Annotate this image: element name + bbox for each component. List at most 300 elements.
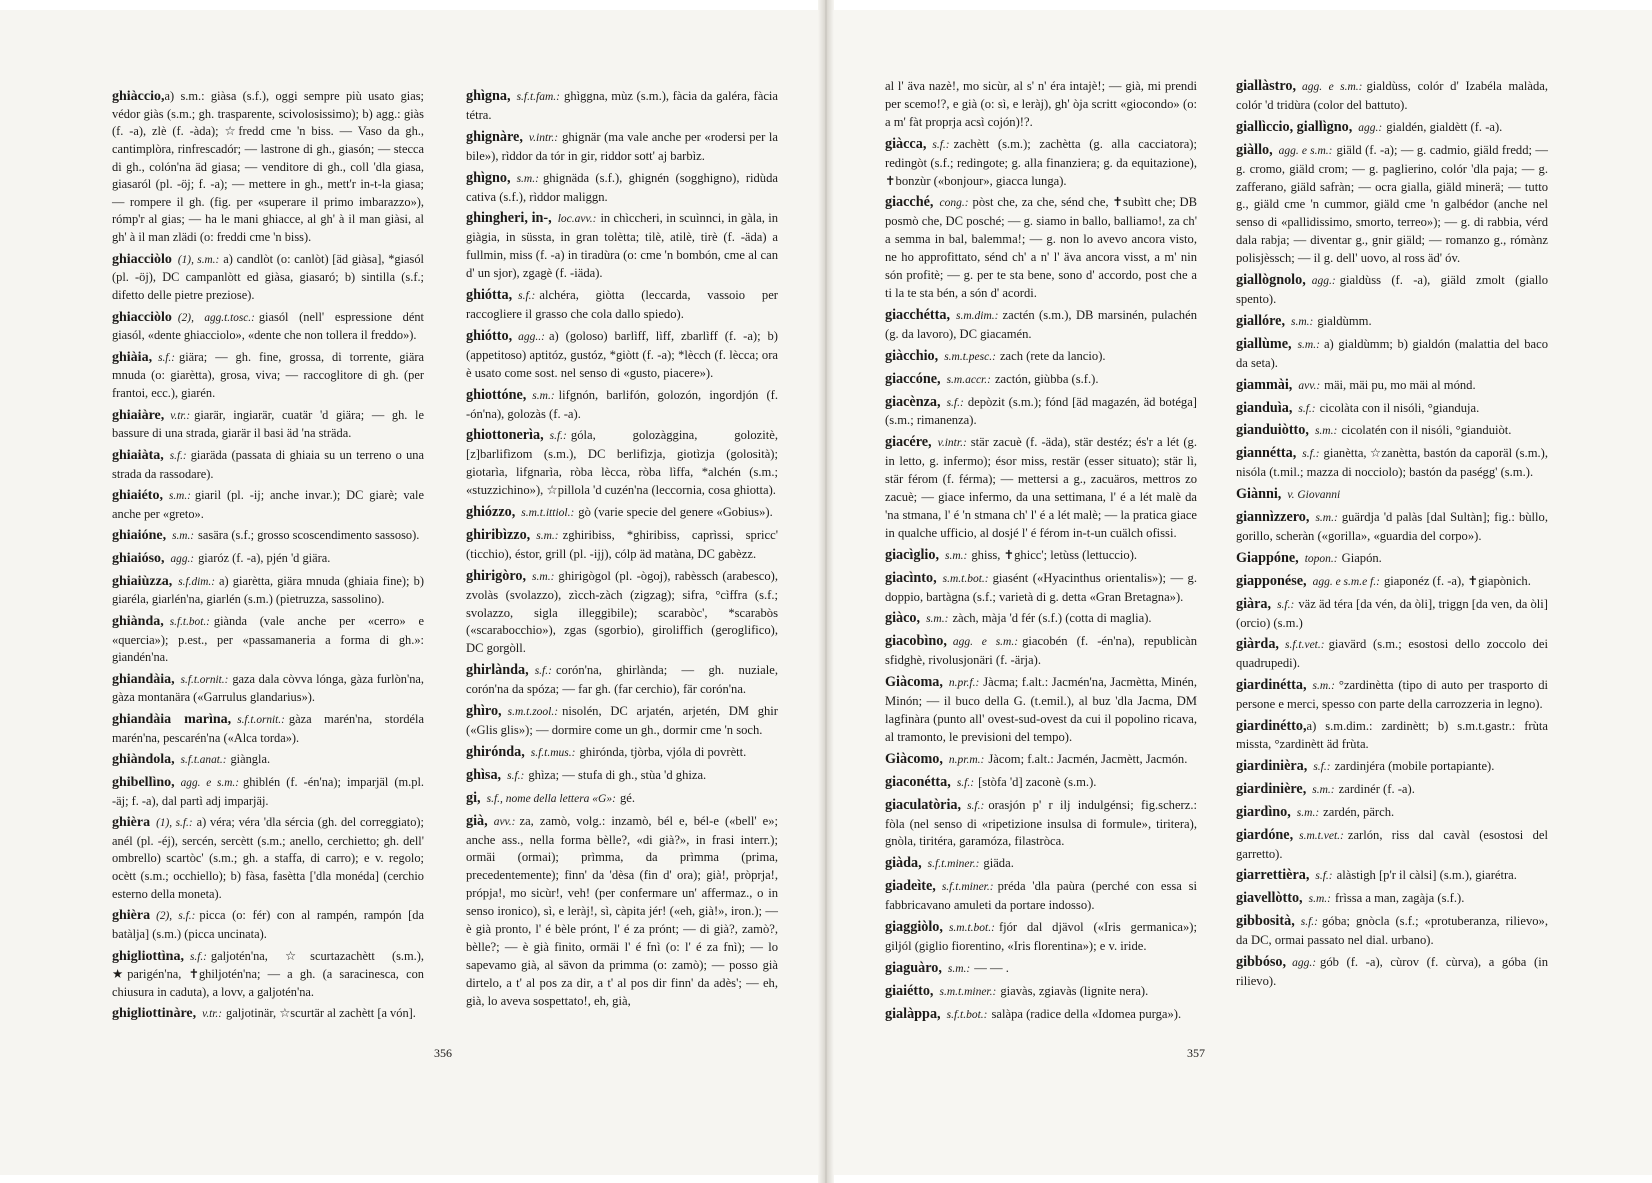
entry-definition: depòzit (s.m.); fónd [äd magazén, äd botéga] (s.m.; rimanenza). — [885, 394, 1197, 428]
entry-headword: gibbosità, — [1236, 913, 1295, 930]
dictionary-entry — [466, 744, 778, 763]
dictionary-entry — [1236, 913, 1548, 950]
entry-grammar: s.m.: — [1314, 425, 1338, 438]
entry-headword: giallàstro, — [1236, 78, 1297, 94]
dictionary-entry — [885, 855, 1197, 874]
entry-headword: ghiacciòlo — [112, 309, 172, 325]
entry-grammar: (2), agg.t.tosc.: — [177, 311, 255, 324]
entry-grammar: s.m.t.bot.: — [942, 572, 989, 585]
entry-definition: gialdùss (f. -a), giäld zmolt (giallo spento). — [1236, 273, 1548, 306]
entry-definition: ghiblén (f. -én'na); imparjäl (m.pl. -äj; f. -a), dal partì adj imparjäj. — [112, 774, 425, 808]
entry-headword: giardóne, — [1236, 826, 1294, 843]
dictionary-entry — [1236, 272, 1548, 309]
dictionary-entry — [112, 573, 424, 609]
entry-definition: in chìccheri, in scuìnnci, in gàla, in giàgia, in süssta, in gran tolètta; tilè, atilè, tirè (f. -äda) a fullmin, miss (f. -a) in tiradùra (o: cme 'n bombón, cme al can d' un sjor), zgagè (f. -iäda). — [466, 211, 778, 281]
entry-definition: a) s.m.dim.: zardinètt; b) s.m.t.gastr.: frùta missta, °zardinètt äd frùta. — [1236, 719, 1548, 751]
entry-grammar: s.m.t.vet.: — [1299, 829, 1344, 842]
entry-grammar: agg. e s.m.: — [180, 776, 239, 789]
entry-headword: giacchétta, — [885, 306, 951, 323]
dictionary-entry — [1236, 509, 1548, 546]
entry-grammar: cong.: — [939, 197, 969, 210]
dictionary-entry — [1236, 718, 1548, 754]
dictionary-entry — [112, 907, 424, 943]
entry-definition: a) s.m.: giàsa (s.f.), oggi sempre più usato gias; védor giàs (s.m.; gh. trasparente, scivolosissimo); b) agg.: giàs (f. -a), zlè (f. -àda); ☆fredd cme 'n biss. — Vaso da gh., cantimplòra, rinfrescadór; — lastrone di gh., giasón; — stecca di gh., colón'na äd giasa; — venditore di gh., coll 'dla giasa, giasaról (pl. -öj; f. -a); — mettere in gh., mett'r in-t-la giasa; — rompere il gh. (fig. per «superare il primo imbarazzo»), rómp'r al gias; — ha le mani ghiacce, al gh' à il man giàsi, al gh' à il man zlädi (o: freddi cme 'n biss). — [112, 89, 424, 244]
dictionary-entry — [1236, 78, 1548, 115]
entry-headword: già, — [466, 812, 488, 829]
left-column-2 — [466, 88, 778, 1015]
entry-headword: ghiaióso, — [112, 551, 165, 566]
entry-headword: ghiózzo, — [466, 504, 516, 521]
entry-grammar: agg.: — [170, 553, 195, 565]
entry-headword: ghiàccio, — [112, 89, 165, 104]
entry-grammar: s.m.: — [172, 530, 195, 543]
entry-headword: ghiaiéto, — [112, 488, 163, 504]
entry-definition: corón'na, ghirlànda; — gh. nuziale, corón'na da spóza; — far gh. (far cerchio), fär corón'na. — [466, 663, 778, 697]
entry-definition: a) (goloso) barlìff, lìff, zbarlìff (f. -a); b) (appetitoso) aptitóz, gustóz, *giòtt (f. -a); *lècch (f. lècca; ora è usato come sost. nel senso di «gusto, piacere»). — [466, 328, 778, 380]
entry-grammar: s.f.: — [549, 430, 567, 443]
entry-headword: ghiribìzzo, — [466, 526, 531, 543]
entry-grammar: (2), s.f.: — [156, 910, 196, 923]
entry-definition: giaponéz (f. -a), ✝giapònich. — [1383, 573, 1531, 588]
entry-headword: giacìglio, — [885, 546, 939, 563]
dictionary-entry — [112, 309, 424, 345]
dictionary-entry — [1236, 142, 1548, 268]
entry-definition: nisolén, DC arjatén, arjetén, DM ghir («Glis glis»); — dormire come un gh., dormir cme 'n soch. — [466, 704, 778, 737]
entry-grammar: s.m.: — [168, 490, 191, 503]
dictionary-entry — [112, 527, 424, 546]
entry-headword: giàrda, — [1236, 636, 1279, 653]
dictionary-entry — [112, 613, 424, 667]
entry-headword: giàllo, — [1236, 141, 1273, 158]
entry-headword: giacobìno, — [885, 633, 947, 650]
entry-definition: gò (varie specie del genere «Gobius»). — [578, 505, 773, 520]
dictionary-entry — [885, 194, 1197, 302]
dictionary-entry — [466, 170, 778, 207]
book-gutter — [818, 0, 834, 1183]
entry-definition: zardén, pärch. — [1323, 804, 1395, 819]
entry-headword: gialàppa, — [885, 1005, 941, 1022]
entry-definition: picca (o: fér) con al rampén, rampón [da batàlja] (s.m.) (picca uncinata). — [112, 908, 424, 941]
dictionary-entry — [1236, 336, 1548, 373]
entry-definition: ghignäda (s.f.), ghignén (sogghigno), ridùda cativa (s.f.), rìddor maliggn. — [466, 170, 778, 204]
entry-grammar: s.f.t.vet.: — [1284, 639, 1325, 652]
dictionary-entry — [112, 1005, 424, 1024]
entry-headword: Giànni, — [1236, 486, 1282, 503]
entry-definition: a) gialdùmm; b) gialdón (malattia del baco da seta). — [1236, 336, 1548, 370]
entry-definition: frìssa a man, zagàja (s.f.). — [1334, 891, 1465, 906]
entry-definition: galjotén'na, ☆scurtazachètt (s.m.), ★parigén'na, ✝ghiljotén'na; — a gh. (a saracinesca, con chiusura in caduta), a lovv, a galjotén'na. — [112, 948, 424, 999]
entry-grammar: s.m.t.bot.: — [948, 922, 995, 935]
dictionary-entry — [1236, 890, 1548, 909]
dictionary-entry — [885, 633, 1197, 670]
entry-headword: ghiaiàta, — [112, 447, 164, 463]
entry-headword: giàra, — [1236, 595, 1272, 612]
entry-definition: giacobén (f. -én'na), republicàn sfidghè, rivolusjonäri (f. -ärja). — [885, 634, 1197, 668]
left-column-1 — [112, 88, 424, 1028]
entry-headword: Giàcoma, — [885, 674, 943, 691]
entry-grammar: s.f.t.miner.: — [941, 881, 994, 894]
dictionary-entry — [885, 610, 1197, 629]
dictionary-entry — [466, 790, 778, 809]
entry-headword: giapponése, — [1236, 572, 1307, 589]
entry-grammar: s.m.t.pesc.: — [944, 350, 996, 363]
entry-definition: gianètta, ☆zanètta, bastón da caporäl (s.m.), nisóla (t.mil.; mazza di nocciolo); bastón da paségg' (s.m.). — [1236, 446, 1548, 480]
entry-headword: giaconétta, — [885, 773, 951, 790]
dictionary-entry — [885, 960, 1197, 979]
entry-grammar: n.pr.f.: — [948, 677, 980, 690]
dictionary-entry — [1236, 119, 1548, 138]
entry-definition: fjór dal djävol («Iris germanica»); giljól (giglio fiorentino, «Iris florentina»); e v. iride. — [885, 920, 1197, 953]
entry-definition: zactén (s.m.), DB marsinén, pulachén (g. da lavoro), DC giacamén. — [885, 307, 1197, 341]
dictionary-entry — [466, 427, 778, 500]
dictionary-entry — [885, 570, 1197, 607]
entry-headword: giacìnto, — [885, 569, 937, 586]
entry-definition: giasól (nell' espressione dént giasól, «dente ghiacciolo», «dente che non tollera il freddo»). — [112, 309, 425, 343]
dictionary-entry — [112, 774, 424, 810]
dictionary-entry — [885, 434, 1197, 542]
entry-definition: gé. — [619, 790, 635, 805]
entry-headword: giàcca, — [885, 135, 927, 152]
entry-headword: gibbóso, — [1236, 954, 1287, 971]
entry-definition: ghirigògol (pl. -ògoj), rabèssch (arabesco), zvolàs (svolazzo), zìcch-zàch (zigzag); sifra, °cìffra (s.f.; svolazzo, sigla illeggibile); scarabòc', *scarabòs («scarabocchio»), zgas (sgorbio), giroliffich (geroglifico), DC gorgòll. — [466, 568, 778, 656]
dictionary-entry — [885, 878, 1197, 915]
entry-definition: giäld (f. -a); — g. cadmio, giäld fredd; — g. cromo, giäld crom; — g. paglierino, colór 'dla paja; — g. zafferano, giäld safràn; — ocra gialla, giäld minerä; — tutto g., giäld cme 'n cummor, giäld cme 'n galbédor (anche nel senso di «pallidissimo, smorto, terreo»); — g. di rabbia, vérd dala rabja; — diventar g., gnir giäld; — romanzo g., rómànz polisjèssch; — il g. dell' uovo, al ross äd' óv. — [1236, 142, 1548, 266]
dictionary-entry — [112, 814, 424, 903]
entry-definition: cicolàta con il nisóli, °gianduja. — [1319, 400, 1480, 415]
dictionary-entry — [1236, 636, 1548, 673]
dictionary-entry — [1236, 313, 1548, 332]
entry-definition: zactón, giùbba (s.f.). — [994, 371, 1099, 386]
entry-grammar: s.f.t.fam.: — [516, 91, 561, 103]
entry-grammar: agg.: — [1358, 121, 1383, 134]
entry-grammar: (1), s.f.: — [156, 817, 193, 830]
entry-definition: góba; gnòcla (s.f.; «protuberanza, rilievo», da DC, ormai passato nel dial. urbano). — [1236, 914, 1548, 948]
entry-definition: gób (f. -a), cùrov (f. cùrva), a góba (in rilievo). — [1236, 955, 1548, 988]
entry-headword: ghìsa, — [466, 766, 502, 783]
entry-grammar: s.f.t.bot.: — [169, 615, 210, 628]
entry-definition: zach (rete da lancio). — [999, 348, 1106, 363]
entry-headword: giardinétta, — [1236, 677, 1307, 694]
entry-headword: ghièra — [112, 908, 151, 924]
dictionary-entry — [885, 394, 1197, 431]
entry-definition: giavàs, zgiavàs (lignite nera). — [1000, 983, 1149, 998]
entry-headword: gi, — [466, 789, 481, 806]
entry-grammar: s.f.: — [534, 665, 552, 678]
dictionary-entry — [466, 527, 778, 564]
entry-headword: giannìzzero, — [1236, 509, 1310, 526]
entry-definition: mäi, mäi pu, mo mäi al mónd. — [1324, 377, 1476, 392]
entry-headword: ghiótta, — [466, 287, 513, 304]
entry-grammar: v.intr.: — [528, 131, 559, 144]
dictionary-entry — [1236, 422, 1548, 441]
dictionary-entry — [466, 387, 778, 424]
entry-grammar: s.m.: — [532, 389, 555, 402]
entry-definition: ghìggna, mùz (s.m.), fàcia da galéra, fàcia tétra. — [466, 89, 778, 122]
entry-grammar: s.m.: — [1315, 512, 1338, 525]
entry-grammar: s.f.t.bot.: — [946, 1008, 988, 1021]
entry-grammar: s.m.: — [947, 962, 971, 975]
dictionary-entry — [1236, 596, 1548, 633]
entry-headword: gianduiòtto, — [1236, 422, 1309, 439]
entry-definition: préda 'dla paùra (perché con essa si fabbricavano amuleti da portare indosso). — [885, 879, 1197, 913]
dictionary-entry — [1236, 573, 1548, 592]
dictionary-entry — [466, 703, 778, 740]
entry-grammar: s.m.t.zool.: — [507, 706, 559, 719]
entry-grammar: agg. e s.m.: — [1302, 81, 1363, 93]
dictionary-entry — [112, 948, 424, 1002]
entry-grammar: v.tr.: — [202, 1008, 223, 1021]
entry-grammar: s.f.: — [1277, 598, 1295, 611]
entry-grammar: s.m.t.miner.: — [939, 985, 997, 998]
entry-headword: giàcchio, — [885, 347, 939, 364]
entry-grammar: s.f.t.mus.: — [530, 746, 576, 759]
entry-definition: giasént («Hyacinthus orientalis»); — g. doppio, bartàgna (s.f.; varietà di g. detta «Gran Bretagna»). — [885, 570, 1197, 604]
dictionary-entry — [466, 568, 778, 659]
entry-definition: sasära (s.f.; grosso scoscendimento sassoso). — [198, 528, 420, 543]
entry-definition: Giapón. — [1341, 550, 1382, 565]
entry-headword: ghingheri, in-, — [466, 210, 552, 227]
entry-definition: cicolatén con il nisóli, °gianduiòt. — [1341, 423, 1512, 438]
entry-headword: gianduìa, — [1236, 399, 1293, 416]
dictionary-entry — [466, 287, 778, 324]
right-column-2 — [1236, 78, 1548, 995]
entry-grammar: v.tr.: — [170, 409, 191, 422]
entry-headword: ghiacciòlo — [112, 251, 172, 267]
entry-grammar: v. Giovanni — [1287, 489, 1341, 502]
entry-definition: zardinér (f. -a). — [1338, 781, 1415, 796]
right-column-1 — [885, 78, 1197, 1029]
entry-headword: giallògnolo, — [1236, 272, 1306, 289]
dictionary-entry — [112, 447, 424, 483]
dictionary-entry — [466, 88, 778, 125]
dictionary-entry — [885, 674, 1197, 747]
entry-definition: giànda (vale anche per «cerro» e «quercia»); p.est., per «passamaneria a forma di gh.»: giandén'na. — [112, 613, 424, 665]
dictionary-entry — [112, 487, 424, 523]
dictionary-entry — [112, 751, 424, 770]
entry-headword: ghìro, — [466, 703, 502, 720]
entry-definition: salàpa (radice della «Idomea purga»). — [991, 1006, 1182, 1021]
entry-grammar: s.f., nome della lettera «G»: — [486, 792, 616, 805]
entry-grammar: n.pr.m.: — [948, 753, 985, 766]
entry-grammar: s.m.: — [536, 529, 559, 542]
dictionary-entry — [112, 88, 424, 247]
entry-headword: ghiottonerìa, — [466, 427, 544, 444]
dictionary-entry — [112, 711, 424, 747]
entry-grammar: loc.avv.: — [557, 213, 597, 226]
dictionary-entry — [1236, 758, 1548, 777]
entry-definition: a) véra; véra 'dla sércia (gh. del correggiato); anél (pl. -éj), sercén, sercètt (s.m.; anello, cerchietto; gh. dell' ombrello) scartòc' (s.m.; gh. a staffa, di carro); e v. regolo; ocètt (s.m.; occhiello); b) fàsa, fasètta ['dla monéda] (cerchio esterno della moneta). — [112, 815, 424, 901]
entry-headword: ghièra — [112, 815, 151, 831]
dictionary-entry — [466, 662, 778, 699]
dictionary-entry — [1236, 550, 1548, 569]
entry-headword: giadeìte, — [885, 878, 936, 895]
entry-grammar: s.f.: — [169, 449, 187, 462]
left-page — [0, 10, 823, 1175]
entry-grammar: s.m.: — [1308, 893, 1331, 906]
entry-grammar: s.f.: — [1298, 402, 1316, 415]
entry-grammar: s.f.t.anat.: — [180, 754, 227, 767]
dictionary-entry — [885, 797, 1197, 852]
dictionary-entry — [112, 550, 424, 569]
dictionary-entry — [466, 813, 778, 1011]
entry-grammar: agg. e s.m.e f.: — [1312, 575, 1380, 588]
entry-grammar: s.f.: — [1315, 870, 1333, 883]
dictionary-entry — [885, 774, 1197, 793]
entry-headword: giaguàro, — [885, 959, 942, 976]
entry-grammar: s.m.: — [1312, 680, 1335, 693]
entry-grammar: v.intr.: — [937, 437, 967, 450]
entry-grammar: s.m.: — [1296, 806, 1320, 819]
entry-grammar: s.f.: — [967, 799, 985, 812]
entry-definition: ghignär (ma vale anche per «rodersi per la bile»), rìddor da tór in gir, riddor sott' aj barbìz. — [466, 129, 778, 163]
entry-headword: giarrettièra, — [1236, 867, 1310, 884]
entry-grammar: s.f.: — [956, 776, 975, 789]
entry-definition: giavärd (s.m.; esostosi dello zoccolo dei quadrupedi). — [1236, 637, 1548, 671]
entry-headword: ghìgna, — [466, 88, 511, 104]
entry-headword: giaggiòlo, — [885, 919, 943, 936]
dictionary-entry — [1236, 377, 1548, 396]
entry-definition: Jàcom; f.alt.: Jacmén, Jacmètt, Jacmón. — [988, 751, 1188, 766]
entry-grammar: s.m.: — [1297, 338, 1320, 351]
dictionary-entry — [885, 348, 1197, 367]
entry-definition: giaróz (f. -a), pjén 'd giära. — [198, 551, 331, 565]
entry-grammar: agg. e s.m.: — [1278, 144, 1333, 157]
entry-headword: ghirónda, — [466, 743, 525, 760]
entry-grammar: s.m.: — [1291, 315, 1314, 328]
entry-grammar: s.f.: — [1313, 760, 1331, 773]
entry-definition: °zardinètta (tipo di auto per trasporto di persone e merci, spesso con parte della carrozzeria in legno). — [1236, 678, 1548, 712]
entry-grammar: s.f.t.ornit.: — [237, 714, 285, 726]
entry-headword: giàco, — [885, 610, 921, 627]
page-number-right: 357 — [1187, 1046, 1205, 1060]
entry-definition: giàngla. — [230, 752, 271, 767]
entry-grammar: s.f.: — [932, 138, 950, 151]
dictionary-entry — [112, 251, 424, 305]
entry-definition: — — . — [974, 960, 1009, 975]
entry-definition: zarlón, riss dal cavàl (esostosi del garretto). — [1236, 827, 1548, 861]
entry-headword: giardinière, — [1236, 780, 1307, 797]
entry-grammar: agg.: — [1292, 957, 1317, 970]
dictionary-entry — [466, 504, 778, 523]
dictionary-entry — [885, 919, 1197, 956]
entry-headword: giannétta, — [1236, 445, 1297, 462]
entry-definition: giära; — gh. fine, grossa, di torrente, giära mnuda (o: giarètta), grosa, viva; — raccoglitore di gh. (per frantoi, ecc.), giarén. — [112, 349, 424, 400]
entry-grammar: s.f.: — [189, 950, 207, 963]
entry-grammar: s.f.: — [158, 351, 176, 364]
dictionary-entry — [466, 210, 778, 283]
entry-grammar: s.f.: — [507, 769, 525, 782]
entry-grammar: s.m.: — [1312, 783, 1335, 796]
dictionary-entry — [1236, 677, 1548, 714]
entry-grammar: s.m.accr.: — [946, 373, 991, 386]
entry-grammar: s.m.: — [926, 613, 949, 626]
entry-headword: giaccóne, — [885, 370, 941, 387]
dictionary-entry — [885, 1006, 1197, 1025]
entry-definition: za, zamò, volg.: inzamò, bél e, bél-e («bell' e»; anche ass., nella forma bèlle?, «di già?», in frasi interr.); ormäi (ormai); prìmma, da prìmma (prima, precedentemente); finn' da 'dèsa (fin d' ora); già!, pròprja!, própja!, mo sicùr!, veh! (per confermare un' affermaz., o in senso ironico), sì, e leràj!, sì, càpita jér! («eh, già!», iron.); — è già pronto, l' é bèle prónt, l' é za prónt; — di già?, zamò?, bèlle?; — è già finito, ormäi l' é fnì (o: l' é za fnì); — lo sapevamo già, al sävon da primma (o: zamò); — posso già dirtelo, a t' al pos za dir, a t' al pos dir finn' da adès'; — eh, già, lo aveva sospettato!, eh, già, — [466, 813, 778, 1008]
entry-definition: lifgnón, barlifón, golozón, ingordjón (f. -ón'na), golozàs (f. -a). — [466, 387, 778, 421]
entry-definition: góla, golozàggina, golozitè, [z]barlifìzom (s.m.), DC berlifìzja, giotìzja (golosità); giotarìa, lifgnarìa, ròba lècca, ròba lìffa, *alchén (s.m.; «stuzzichino»), ☆pillola 'd cuzén'na (leccornia, cosa ghiotta). — [466, 428, 778, 498]
dictionary-entry — [1236, 867, 1548, 886]
entry-headword: Giappóne, — [1236, 549, 1299, 566]
entry-definition: ghiss, ✝ghicc'; letùss (lettuccio). — [971, 547, 1138, 562]
entry-definition: zàch, màja 'd fér (s.f.) (cotta di maglia). — [952, 611, 1152, 626]
entry-headword: ghiàia, — [112, 349, 153, 365]
dictionary-entry — [1236, 400, 1548, 419]
entry-grammar: topon.: — [1304, 552, 1338, 565]
dictionary-entry — [885, 983, 1197, 1002]
entry-definition: gàza marén'na, stordéla marén'na, pescarén'na («Alca torda»). — [112, 712, 424, 745]
entry-headword: ghirigòro, — [466, 567, 527, 584]
entry-grammar: s.m.: — [532, 570, 555, 583]
entry-headword: giardinièra, — [1236, 757, 1308, 774]
dictionary-entry — [466, 129, 778, 166]
entry-grammar: (1), s.m.: — [177, 253, 220, 266]
entry-definition: väz äd téra [da vén, da òli], triggn [da ven, da òli] (orcio) (s.m.) — [1236, 596, 1549, 630]
entry-headword: ghignàre, — [466, 128, 523, 145]
dictionary-entry — [885, 751, 1197, 770]
entry-headword: ghiaiàre, — [112, 407, 165, 423]
page-number-left: 356 — [434, 1046, 452, 1060]
entry-headword: giacché, — [885, 194, 934, 211]
entry-grammar: s.f.t.ornit.: — [180, 673, 229, 686]
entry-definition: Jàcma; f.alt.: Jacmén'na, Jacmètta, Minén, Minón; — il buco della G. (t.emil.), al buz 'dla Jacma, DM lagfinàra (punto all' ovest-sud-ovest da cui il popolino ricava, al tramonto, le previsioni del tempo). — [885, 675, 1197, 744]
dictionary-entry — [1236, 954, 1548, 991]
dictionary-entry — [112, 349, 424, 403]
entry-headword: ghìgno, — [466, 169, 511, 186]
entry-grammar: agg. e s.m.: — [952, 636, 1019, 649]
entry-grammar: avv.: — [1298, 379, 1321, 392]
entry-grammar: agg..: — [518, 330, 545, 343]
entry-headword: giavellòtto, — [1236, 890, 1303, 907]
entry-definition: ghìza; — stufa di gh., stùa 'd ghiza. — [528, 767, 707, 782]
entry-headword: giàda, — [885, 855, 922, 872]
entry-headword: giammài, — [1236, 376, 1293, 393]
dictionary-entry — [885, 547, 1197, 566]
entry-headword: giaculatòria, — [885, 796, 962, 813]
entry-grammar: agg.: — [1311, 275, 1336, 288]
entry-definition: zardinjéra (mobile portapiante). — [1334, 758, 1495, 773]
entry-headword: ghigliottìna, — [112, 948, 184, 964]
entry-headword: ghigliottinàre, — [112, 1006, 197, 1022]
entry-definition: orasjón p' r ilj indulgénsi; fig.scherz.: fòla (nel senso di «ripetizione insulsa di formule», tiritera), gnòla, tiritéra, garamóza, filastròca. — [885, 797, 1197, 849]
entry-definition: pòst che, za che, sénd che, ✝subìtt che; DB posmò che, DC posché; — g. siamo in ballo, balliamo!, za ch' a semma in bal, balemma!; — g. non lo avevo ancora visto, ne ho approfittato, sénd ch' a n' l' äva ancora visst, a m' nin són profitè; — g. per te sta bene, sono d' accordo, post che a ti la te sta bén, a són d' acordi. — [885, 195, 1197, 300]
entry-headword: giallóre, — [1236, 312, 1285, 329]
dictionary-entry — [1236, 804, 1548, 823]
entry-grammar: s.f.: — [1302, 448, 1320, 461]
entry-headword: ghibellìno, — [112, 774, 175, 790]
entry-grammar: s.f.: — [1300, 916, 1318, 929]
dictionary-entry — [466, 328, 778, 383]
entry-headword: Giàcomo, — [885, 750, 943, 767]
dictionary-entry — [885, 78, 1197, 132]
entry-headword: ghiandàia, — [112, 671, 175, 687]
entry-headword: ghiaiùzza, — [112, 573, 173, 589]
entry-headword: ghiaióne, — [112, 528, 167, 544]
dictionary-entry — [1236, 827, 1548, 864]
entry-grammar: s.m.t.ittiol.: — [521, 507, 575, 520]
entry-definition: alàstigh [p'r il càlsi] (s.m.), giarétra. — [1336, 868, 1517, 883]
entry-definition: galjotinär, ☆scurtär al zachètt [a vón]. — [226, 1006, 416, 1021]
dictionary-entry — [1236, 781, 1548, 800]
entry-headword: giacére, — [885, 434, 932, 451]
entry-headword: ghiànda, — [112, 613, 164, 629]
dictionary-entry — [466, 767, 778, 786]
entry-definition: zachètt (s.m.); zachètta (g. alla cacciatora); redingòt (s.f.; redingote; g. alla finanziera; g. da equitazione), ✝bonzùr («bonjour», giacca lunga). — [885, 136, 1197, 188]
entry-headword: giallìccio, giallìgno, — [1236, 118, 1353, 135]
entry-headword: giardìno, — [1236, 803, 1291, 820]
dictionary-entry — [885, 307, 1197, 344]
entry-definition: giarär, ingiarär, cuatär 'd giära; — gh. le bassure di una strada, giarär il basi äd 'na sträda. — [112, 407, 424, 441]
